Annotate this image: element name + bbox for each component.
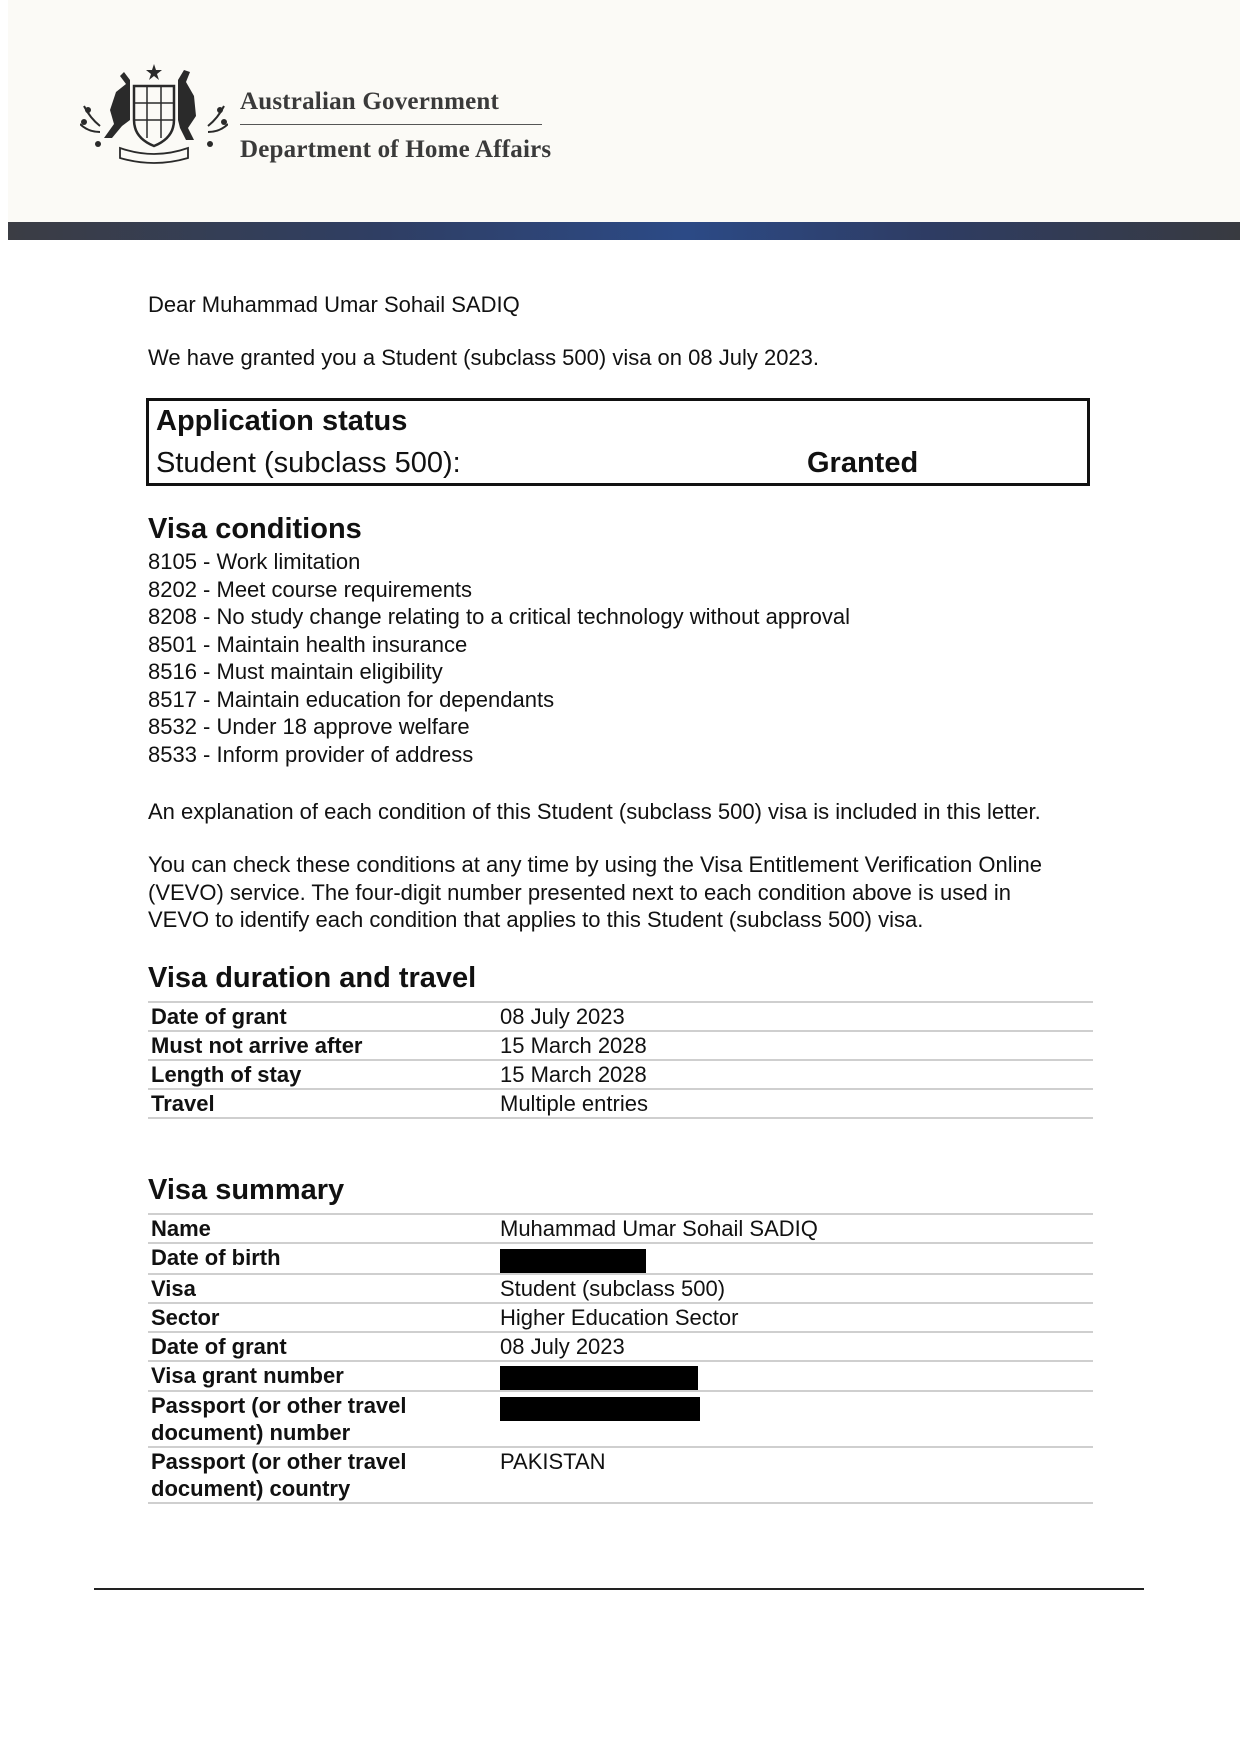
vevo-line: VEVO to identify each condition that applies to this Student (subclass 500) visa. [148,907,924,932]
row-value [497,1391,1093,1447]
row-value: Higher Education Sector [497,1303,1093,1332]
condition-item: 8533 - Inform provider of address [148,741,474,767]
table-row [148,1447,1093,1503]
vevo-line: (VEVO) service. The four-digit number presented next to each condition above is used in [148,879,1011,905]
row-label: Visa grant number [148,1361,497,1392]
condition-item: 8501 - Maintain health insurance [148,631,468,657]
condition-item: 8105 - Work limitation [148,549,361,574]
table-row [148,1002,1093,1031]
table-row [148,1332,1093,1361]
table-row [148,1031,1093,1060]
row-label: Visa [148,1274,497,1303]
header-band [8,222,1240,240]
row-value [497,1243,1093,1274]
application-status-value: Granted [807,447,919,479]
row-label: Length of stay [148,1060,497,1089]
redaction-block [500,1366,698,1390]
application-status-box [146,398,1090,486]
conditions-explanation: An explanation of each condition of this Student (subclass 500) visa is included in this letter. [148,799,1041,824]
row-label-line: document) number [151,1420,351,1446]
row-label: Sector [148,1303,497,1332]
footer-divider [94,1588,1144,1590]
greeting: Dear Muhammad Umar Sohail SADIQ [148,292,520,317]
condition-item: 8208 - No study change relating to a critical technology without approval [148,604,850,629]
letterhead [8,0,1240,222]
row-label: Name [148,1214,497,1243]
row-value: Muhammad Umar Sohail SADIQ [497,1214,1093,1243]
row-label-line: Passport (or other travel [151,1449,407,1475]
row-label: Date of grant [148,1332,497,1361]
row-value: 08 July 2023 [497,1002,1093,1031]
row-label: Must not arrive after [148,1031,497,1060]
row-label: Travel [148,1089,497,1118]
grant-sentence: We have granted you a Student (subclass 500) visa on 08 July 2023. [148,345,820,370]
table-row [148,1361,1093,1392]
table-row [148,1089,1093,1118]
condition-item: 8516 - Must maintain eligibility [148,659,443,684]
application-status-title: Application status [156,405,408,437]
visa-conditions-list [148,548,850,768]
row-value: 15 March 2028 [497,1031,1093,1060]
government-name: Australian Government [240,88,500,115]
table-row [148,1060,1093,1089]
visa-summary-heading: Visa summary [148,1174,345,1206]
table-row [148,1391,1093,1447]
row-label-line: Passport (or other travel [151,1393,407,1419]
table-row [148,1214,1093,1243]
row-value: 15 March 2028 [497,1060,1093,1089]
table-row [148,1243,1093,1274]
condition-item: 8517 - Maintain education for dependants [148,686,555,712]
row-label: Date of birth [148,1243,497,1274]
visa-summary-table [148,1213,1093,1504]
row-value: PAKISTAN [497,1447,1093,1503]
application-status-label: Student (subclass 500): [156,447,461,479]
vevo-line: You can check these conditions at any time by using the Visa Entitlement Verification Online [148,852,1042,877]
row-label-line: document) country [151,1476,351,1502]
redaction-block [500,1397,700,1421]
redaction-block [500,1249,646,1273]
row-label [148,1447,497,1503]
row-value: Student (subclass 500) [497,1274,1093,1303]
row-value: Multiple entries [497,1089,1093,1118]
header-divider [240,124,542,125]
condition-item: 8532 - Under 18 approve welfare [148,714,470,739]
duration-travel-table [148,1001,1093,1119]
table-row [148,1274,1093,1303]
visa-conditions-heading: Visa conditions [148,513,362,545]
vevo-paragraph [148,851,1042,934]
coat-of-arms-icon [80,62,228,168]
row-value [497,1361,1093,1392]
department-name: Department of Home Affairs [240,136,552,163]
condition-item: 8202 - Meet course requirements [148,576,473,602]
row-value: 08 July 2023 [497,1332,1093,1361]
row-label [148,1391,497,1447]
row-label: Date of grant [148,1002,497,1031]
duration-travel-heading: Visa duration and travel [148,962,477,994]
table-row [148,1303,1093,1332]
